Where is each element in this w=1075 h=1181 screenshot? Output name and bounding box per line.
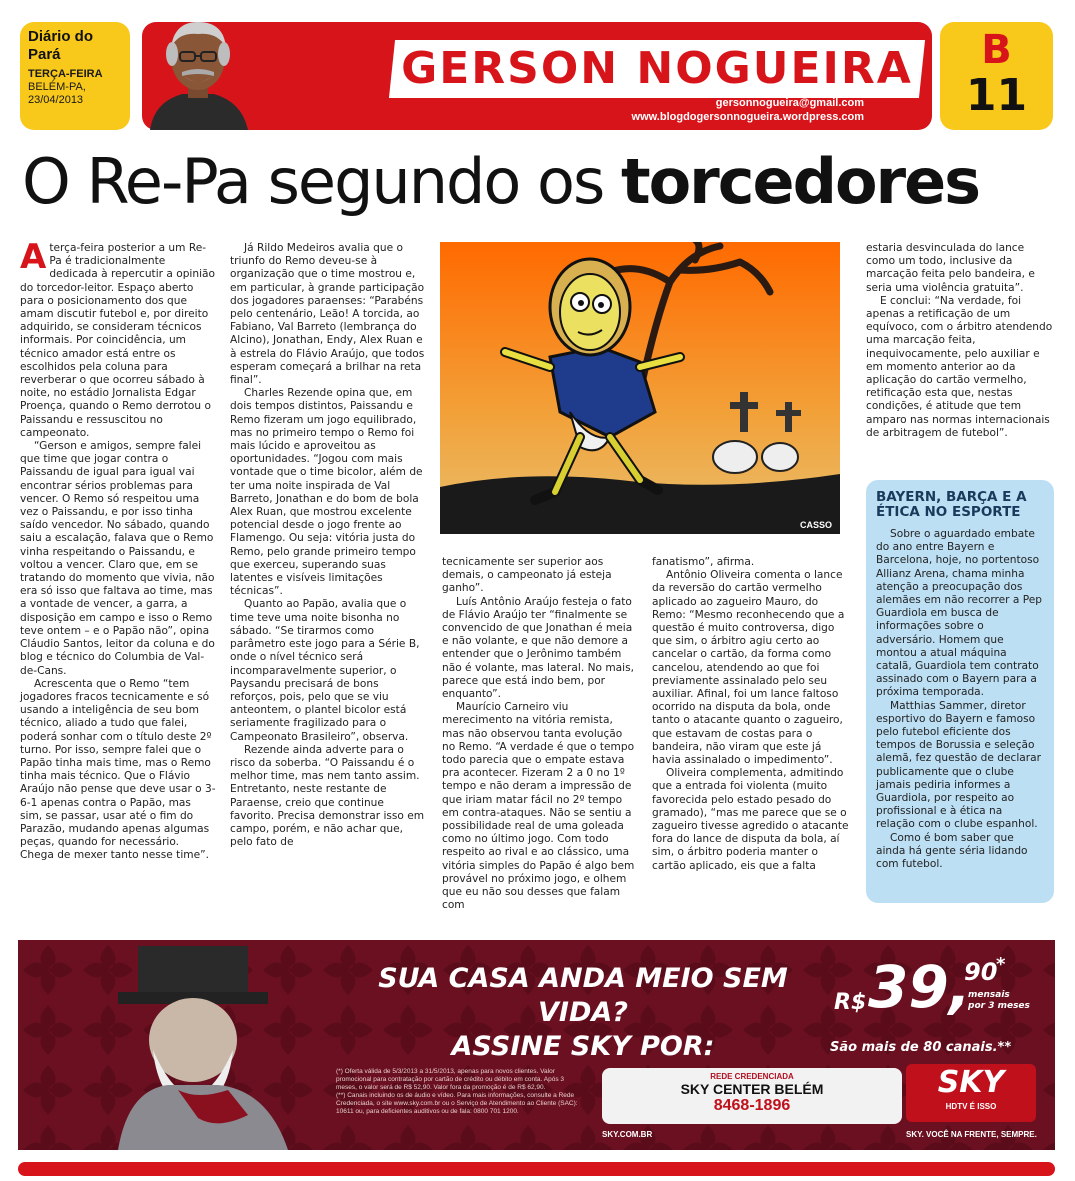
paragraph: Antônio Oliveira comenta o lance da reversão do cartão vermelho aplicado ao zagueiro Mauro, do Remo: “Mesmo reconhecendo que a questão é muito controversa, digo que sim, o árbitro agiu certo ao cancelar o cartão, da forma como cancelou, atendendo ao que foi previamente assinalado pelo seu auxiliar. Afinal, foi um lance faltoso ocorrido na disputa da bola, onde tanto o atacante quanto o zagueiro, que estavam de costas para o bandeira, não viram que este já havia assinalado o impedimento”. (652, 569, 845, 767)
paragraph: E conclui: “Na verdade, foi apenas a retificação de um equívoco, com o árbitro atendendo uma marcação feita, inequivocamente, pelo auxiliar e em momento anterior ao da aplicação do cartão vermelho, retificação esta que, nestas condições, é atitude que tem amparo nas normas internacionais de arbitragem de futebol”. (866, 294, 1053, 439)
paragraph: Oliveira complementa, admitindo que a entrada foi violenta (muito favorecida pelo estado pesado do gramado), “mas me parece que se o zagueiro tivesse agredido o atacante fora do lance de disputa da bola, aí sim, o árbitro poderia manter o cartão aplicado, eis que a falta (652, 767, 849, 872)
sky-logo-text: SKY (937, 1065, 1005, 1100)
bottom-bar (18, 1162, 1055, 1176)
paragraph: Charles Rezende opina que, em dois tempos distintos, Paissandu e Remo fizeram um jogo equilibrado, mas no primeiro tempo o Remo foi mais lúcido e aproveitou as oportunidades. “Jogou com mais vontade que o time bicolor, além de ter uma noite inspirada de Val Barreto, Jonathan e do bom de bola Alex Ruan, que mostrou excelente potencial desde o jogo frente ao Flamengo. Ou seja: vitória justa do Remo, pelo grande primeiro tempo que exerceu, superando suas latentes e visíveis limitações técnicas”. (230, 387, 423, 598)
ad-store-box (602, 1068, 902, 1124)
article-column-2 (230, 242, 426, 849)
paragraph: Luís Antônio Araújo festeja o fato de Flávio Araújo ter “finalmente se convencido de que Jonathan é meia e não volante, e que não demore a entender que o Jerônimo também não é volante, mas lateral. No mais, parece que está indo bem, por enquanto”. (442, 595, 634, 701)
section-letter: B (981, 27, 1012, 73)
ad-period-1: mensais (968, 990, 1010, 1000)
weekday: TERÇA-FEIRA (28, 68, 103, 80)
ad-fine-print (336, 1068, 586, 1116)
date: 23/04/2013 (28, 94, 84, 106)
paragraph-text: terça-feira posterior a um Re-Pa é tradicionalmente dedicada à repercutir a opinião do torcedor-leitor. Espaço aberto para o posicionamento dos que amam discutir futebol e, por direito adquirido, se consideram técnicos informais. Por coincidência, um técnico amador está entre os escolhidos pela coluna para reverberar o que ocorreu sábado à noite, no estádio Jornalista Edgar Proença, quando o Remo derrotou o Paissandu e ressuscitou no campeonato. (20, 242, 216, 439)
columnist-name: GERSON NOGUEIRA (401, 43, 913, 94)
top-hat-man-illustration (78, 940, 338, 1150)
article-column-4 (652, 556, 850, 873)
paragraph: Acrescenta que o Remo “tem jogadores fracos tecnicamente e só usando a inteligência de seu bom técnico, aliado a tudo que falei, poderá sonhar com o título deste 2º turno. Por isso, sempre falei que o Papão tinha mais time, mas o Remo tinha mais técnico. Que o Flávio Araújo não pense que deve usar o 3-6-1 apenas contra o Papão, mas sim, se passar, usar até o fim do Parazão, mudando apenas algumas peças, quando for necessário. Chega de mexer tanto nesse time”. (20, 677, 216, 862)
ad-site[interactable]: SKY.COM.BR (602, 1130, 653, 1139)
headline-light: O Re-Pa segundo os (22, 145, 621, 218)
paragraph: Quanto ao Papão, avalia que o time teve uma noite bisonha no sábado. “Se tirarmos como parâmetro este jogo para a Série B, onde o nível técnico será incomparavelmente superior, o Paysandu precisará de bons reforços, pois, pelo que se viu anteontem, o plantel bicolor está seriamente fragilizado para o Campeonato Brasileiro”, observa. (230, 598, 420, 743)
ad-slogan: SKY. VOCÊ NA FRENTE, SEMPRE. (906, 1130, 1037, 1139)
ad-line-1: SUA CASA ANDA MEIO SEM VIDA? (378, 963, 788, 1028)
cartoon-signature: CASSO (800, 520, 833, 530)
ad-currency: R$ (834, 990, 867, 1015)
ad-store-name: SKY CENTER BELÉM (680, 1081, 824, 1097)
zombie-cartoon (440, 242, 840, 534)
paragraph: Como é bom saber que ainda há gente séria lidando com futebol. (876, 831, 1028, 871)
sidebar-title: BAYERN, BARÇA E A ÉTICA NO ESPORTE (876, 489, 1027, 520)
ad-channels: São mais de 80 canais.** (830, 1040, 1012, 1055)
place: BELÉM-PA, (28, 81, 86, 93)
blog-link[interactable]: www.blogdogersonnogueira.wordpress.com (631, 111, 864, 123)
email-link[interactable]: gersonnogueira@gmail.com (715, 97, 864, 109)
ad-store-phone[interactable]: 8468-1896 (713, 1097, 791, 1114)
ad-rede-label: REDE CREDENCIADA (710, 1072, 794, 1081)
headline-bold: torcedores (620, 145, 980, 218)
columnist-name-plate (389, 40, 925, 98)
header-date-box (20, 22, 130, 130)
paragraph: Maurício Carneiro viu merecimento na vitória remista, mas não observou tanta evolução no Remo. “A verdade é que o tempo todo parecia que o empate estava pra acontecer. Fizeram 2 a 0 no 1º tempo e não deram a impressão de que iriam matar fácil no 2º tempo em contra-ataques. Não se sentiu a possibilidade real de uma goleada como no último jogo. Com todo respeito ao rival e ao clássico, uma vitória simples do Papão é algo bem provável no próximo jogo, e olhem que eu não sou desses que falam com (442, 701, 635, 912)
paragraph: Sobre o aguardado embate do ano entre Bayern e Barcelona, hoje, no portentoso Allianz Arena, chama minha atenção a preocupação dos alemães em não recorrer a Pep Guardiola em busca de informações sobre o adversário. Homem que montou a atual máquina catalã, Guardiola tem contrato assinado com o Bayern para a próxima temporada. (876, 528, 1043, 699)
paragraph: Já Rildo Medeiros avalia que o triunfo do Remo deveu-se à organização que o time mostrou e, em particular, à grande participação dos jogadores paraenses: “Parabéns pelo centenário, Leão! A torcida, ao Fabiano, Val Barreto (lembrança do Alcino), Jonathan, Endy, Alex Ruan e à estrela do Flávio Araújo, que todos esperam começará a brilhar na reta final”. (230, 242, 425, 387)
ad-headline (348, 962, 818, 1064)
paragraph: Rezende ainda adverte para o risco da soberba. “O Paissandu é o melhor time, mas nem tanto assim. Entretanto, neste restante de Paraense, creio que continue favorito. Precisa demonstrar isso em campo, porém, e não achar que, pelo fato de (230, 743, 425, 849)
ad-period (968, 990, 1030, 1012)
headline (22, 142, 1062, 222)
paragraph (20, 237, 216, 440)
article-column-5 (866, 242, 1054, 440)
sky-logo (906, 1064, 1036, 1122)
columnist-banner (142, 22, 932, 130)
paragraph: Matthias Sammer, diretor esportivo do Bayern e famoso pelo futebol eficiente dos tempos de Borussia e seleção alemã, fez questão de declarar publicamente que o clube jamais pediria informes a Guardiola, por respeito ao profissional e à ética na relação com o clube espanhol. (876, 699, 1041, 831)
paragraph: estaria desvinculada do lance como um todo, inclusive da marcação feita pelo bandeira, e seria uma violência gratuita”. (866, 242, 1035, 294)
columnist-photo (142, 10, 254, 130)
article-column-1 (20, 237, 216, 863)
section-page-box (940, 22, 1053, 130)
sidebar-box (866, 480, 1054, 903)
contact-links (632, 96, 864, 124)
page-number: 11 (965, 70, 1028, 121)
fine-print-2: (**) Canais incluindo os de áudio e vídeo. Para mais informações, consulte a Rede Credenciada, o site www.sky.com.br ou o Serviço de Atendimento ao Cliente (SAC): 10611 ou, para deficientes auditivos ou de fala: 0800 701 1200. (336, 1092, 578, 1115)
paragraph: tecnicamente ser superior aos demais, o campeonato já esteja ganho”. (442, 556, 612, 595)
article-column-3 (442, 556, 638, 912)
sky-advertisement[interactable] (18, 940, 1055, 1150)
drop-cap: A (20, 237, 47, 277)
ad-asterisk: * (996, 954, 1006, 975)
ad-period-2: por 3 meses (968, 1001, 1030, 1011)
ad-price-cents: 90 (964, 958, 998, 986)
sky-logo-sub: HDTV É ISSO (945, 1102, 997, 1111)
paragraph: “Gerson e amigos, sempre falei que time que jogar contra o Paissandu de igual para igual vai encontrar sérios problemas para vencer. O Remo só respeitou uma vez o Paissandu, e por isso tinha saído vencedor. No sábado, quando saiu a escalação, falava que o Remo vinha respeitando o Paissandu, e voltou a vencer. Claro que, em se tratando do momento que vivia, não era só isso que faltava ao time, mas a vontade de vencer, a garra, a disposição em campo e isso o Remo teve ontem – e o Papão não”, opina Cláudio Santos, leitor da coluna e do blog e técnico do Columbia de Val-de-Cans. (20, 440, 215, 677)
paragraph: fanatismo”, afirma. (652, 556, 755, 568)
ad-price: 39, (868, 953, 971, 1021)
fine-print-1: (*) Oferta válida de 5/3/2013 a 31/5/2013, apenas para novos clientes. Valor promocional para contratação por cartão de crédito ou débito em conta. Após 3 meses, o valor será de R$ 52,90. Valor fora da promoção é de R$ 62,90. (336, 1068, 565, 1091)
ad-line-2: ASSINE SKY POR: (451, 1031, 715, 1062)
newspaper-name: Diário do Pará (28, 28, 94, 63)
